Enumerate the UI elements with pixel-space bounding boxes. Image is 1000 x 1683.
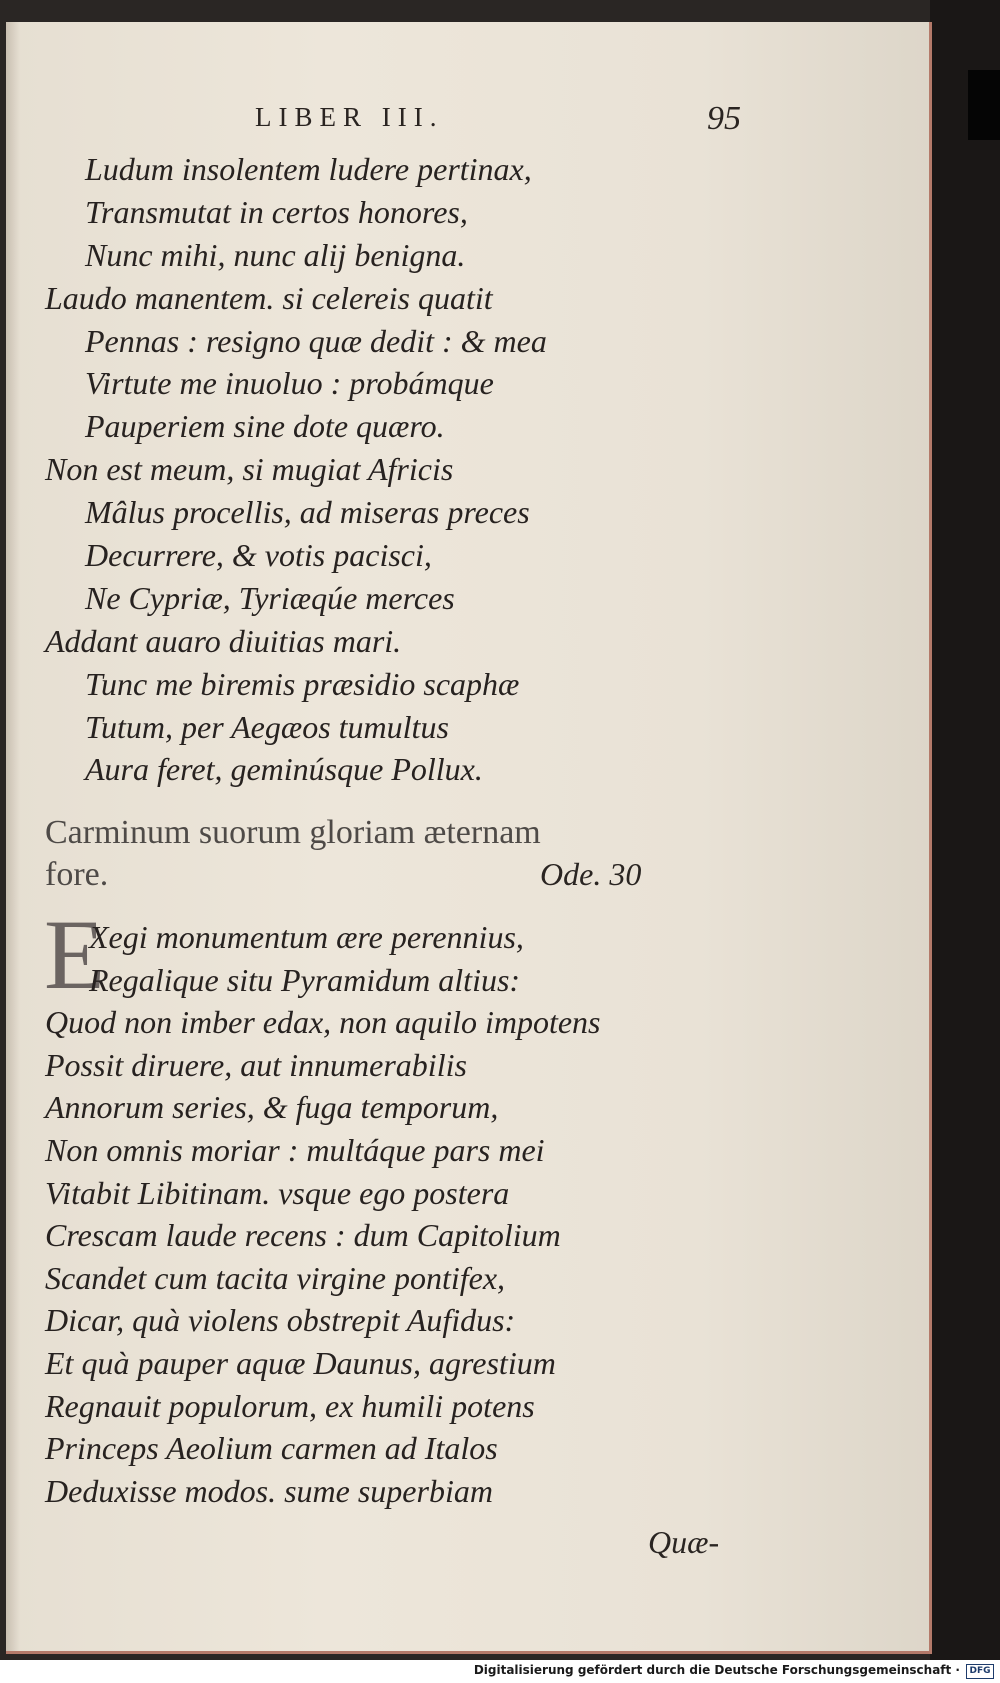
verse-line: Transmutat in certos honores, (85, 193, 468, 230)
ode-line: Quod non imber edax, non aquilo impotens (45, 1004, 601, 1041)
verse-line: Pennas : resigno quæ dedit : & mea (85, 322, 547, 359)
verse-line: Laudo manentem. si celereis quatit (45, 279, 493, 316)
verse-line: Mâlus procellis, ad miseras preces (85, 494, 530, 531)
ode-line: Possit diruere, aut innumerabilis (45, 1046, 467, 1083)
verse-line: Tunc me biremis præsidio scaphæ (85, 665, 520, 702)
ode-line: Non omnis moriar : multáque pars mei (45, 1131, 545, 1168)
verse-line: Pauperiem sine dote quæro. (85, 408, 445, 445)
ode-number-label: Ode. 30 (540, 856, 642, 892)
ode-title-line-2: fore. (45, 856, 109, 893)
drop-cap-initial: E (44, 899, 106, 1010)
ode-line: Regalique situ Pyramidum altius: (89, 961, 521, 998)
ode-line: Vitabit Libitinam. vsque ego postera (45, 1174, 510, 1211)
ode-line: Crescam laude recens : dum Capitolium (45, 1217, 561, 1254)
verse-line: Virtute me inuoluo : probámque (85, 365, 494, 402)
cover-tab (968, 70, 1000, 140)
verse-line: Ludum insolentem ludere pertinax, (85, 151, 532, 187)
ode-line: Princeps Aeolium carmen ad Italos (45, 1430, 498, 1467)
verse-line: Nunc mihi, nunc alij benigna. (85, 236, 466, 273)
ode-line: Et quà pauper aquæ Daunus, agrestium (45, 1344, 556, 1381)
ode-line: Deduxisse modos. sume superbiam (45, 1472, 493, 1509)
verse-line: Tutum, per Aegæos tumultus (85, 708, 449, 745)
ode-title-line-1: Carminum suorum gloriam æternam (45, 814, 541, 851)
book-edge-shadow (930, 0, 1000, 1660)
verse-line: Ne Cypriæ, Tyriæqúe merces (85, 579, 455, 616)
digitization-credit: Digitalisierung gefördert durch die Deutsche Forschungsgemeinschaft · (473, 1663, 960, 1677)
verse-block (45, 148, 685, 791)
ode-line: Scandet cum tacita virgine pontifex, (45, 1259, 506, 1296)
ode-line: Xegi monumentum ære perennius, (89, 919, 524, 955)
verse-line: Aura feret, geminúsque Pollux. (85, 751, 483, 788)
ode-line: Dicar, quà violens obstrepit Aufidus: (45, 1302, 516, 1339)
verse-line: Addant auaro diuitias mari. (45, 622, 402, 659)
verse-line: Non est meum, si mugiat Africis (45, 451, 454, 488)
page-gutter-shadow (6, 22, 20, 1651)
ode-text-block (45, 916, 685, 1512)
ode-line: Annorum series, & fuga temporum, (45, 1089, 499, 1126)
page-number: 95 (707, 100, 741, 137)
catchword: Quæ- (648, 1524, 720, 1560)
dfg-logo-icon: DFG (966, 1664, 994, 1679)
ode-line: Regnauit populorum, ex humili potens (45, 1387, 535, 1424)
verse-line: Decurrere, & votis pacisci, (85, 537, 432, 574)
running-head: LIBER III. (255, 102, 444, 132)
